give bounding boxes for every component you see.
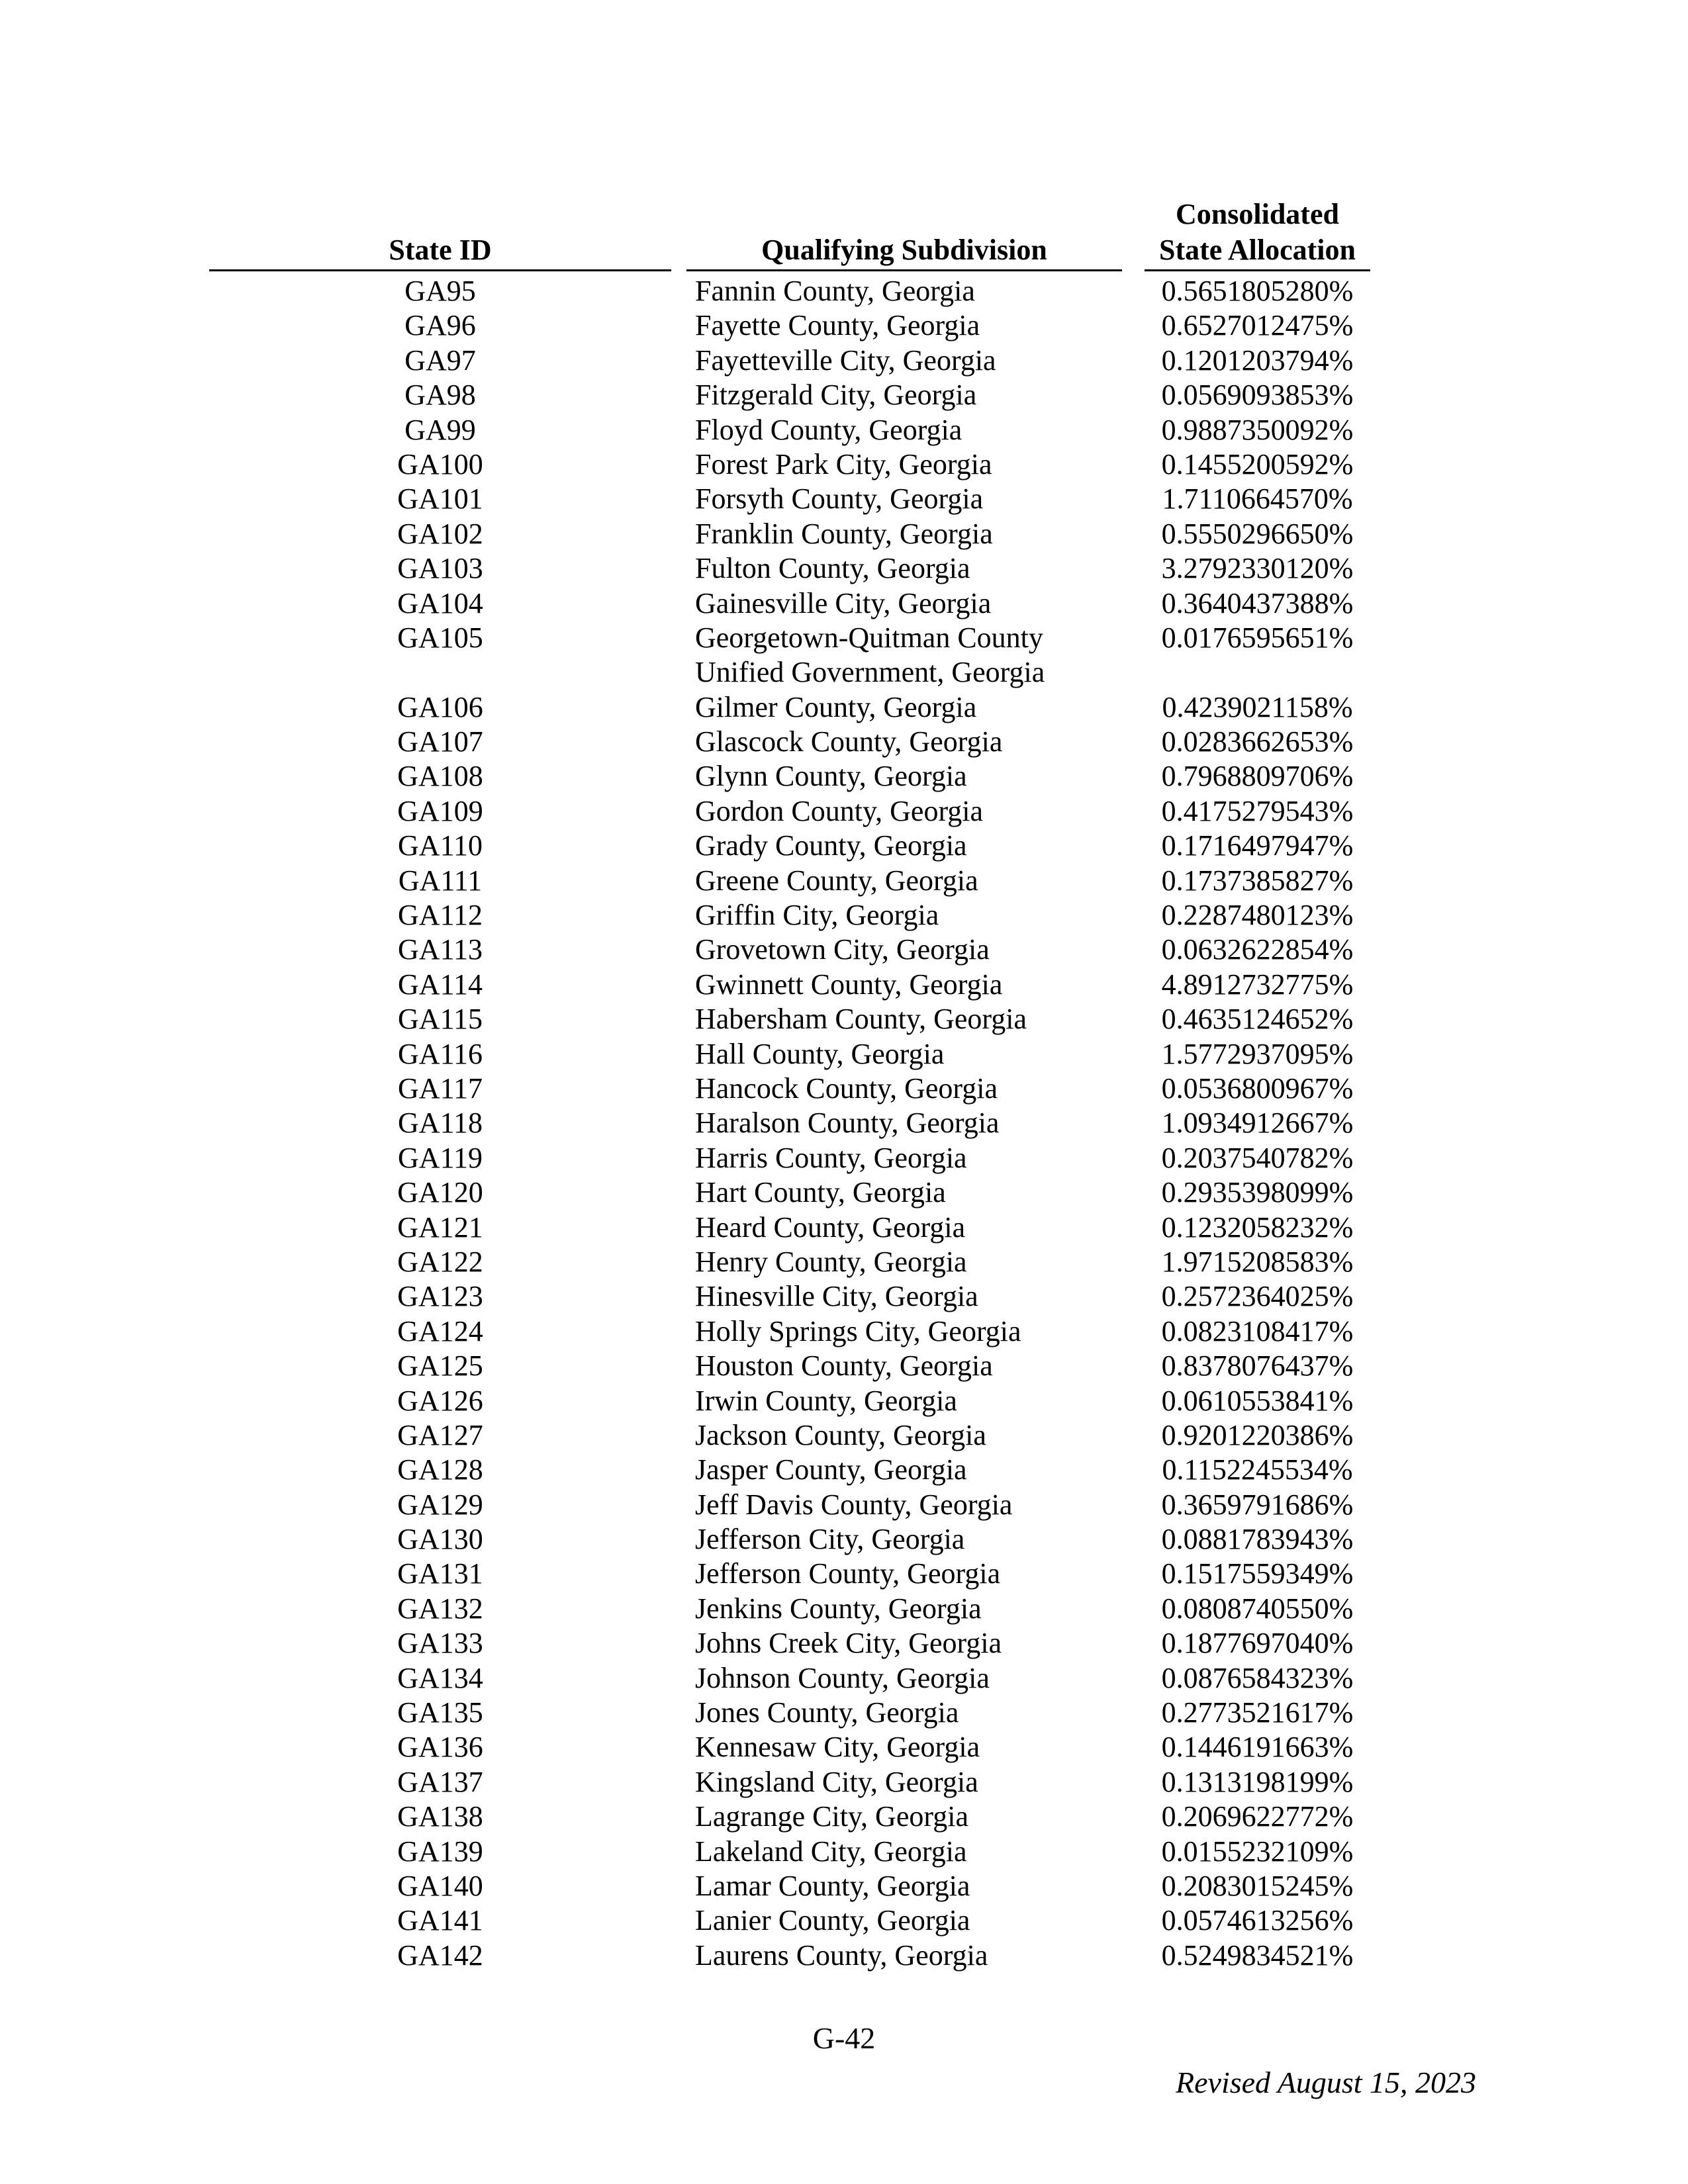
subdivision-cell: Gilmer County, Georgia xyxy=(695,690,977,723)
table-row xyxy=(0,1418,1688,1453)
state-id-cell: GA104 xyxy=(397,586,483,619)
allocation-cell: 0.0808740550% xyxy=(1161,1592,1354,1625)
allocation-cell: 0.0569093853% xyxy=(1161,379,1354,412)
allocation-cell: 0.5651805280% xyxy=(1161,275,1354,307)
table-body xyxy=(0,274,1688,1973)
state-id-cell: GA105 xyxy=(397,621,483,654)
subdivision-cell: Greene County, Georgia xyxy=(695,864,978,897)
table-row xyxy=(0,1488,1688,1522)
allocation-cell: 0.0610553841% xyxy=(1161,1384,1354,1417)
state-id-cell: GA129 xyxy=(397,1488,483,1521)
subdivision-cell: Hancock County, Georgia xyxy=(695,1072,998,1105)
table-row xyxy=(0,447,1688,482)
table-row xyxy=(0,378,1688,412)
allocation-cell: 0.3659791686% xyxy=(1161,1488,1354,1521)
header-allocation-line2: State Allocation xyxy=(1159,234,1356,266)
header-consolidated-state-allocation xyxy=(1145,197,1370,271)
allocation-cell: 0.1232058232% xyxy=(1161,1210,1354,1244)
subdivision-cell: Johns Creek City, Georgia xyxy=(695,1627,1002,1660)
table-row xyxy=(0,1661,1688,1696)
state-id-cell: GA121 xyxy=(397,1210,483,1244)
table-row xyxy=(0,1938,1688,1973)
subdivision-cell: Lanier County, Georgia xyxy=(695,1904,970,1937)
state-id-cell: GA115 xyxy=(398,1003,483,1036)
header-subdivision-label: Qualifying Subdivision xyxy=(761,234,1047,266)
table-row xyxy=(0,1765,1688,1799)
table-row xyxy=(0,1730,1688,1764)
subdivision-cell: Glascock County, Georgia xyxy=(695,725,1003,758)
subdivision-cell: Jasper County, Georgia xyxy=(695,1453,967,1486)
state-id-cell: GA99 xyxy=(404,413,476,446)
allocation-cell: 0.9201220386% xyxy=(1161,1418,1354,1451)
state-id-cell: GA126 xyxy=(397,1384,483,1417)
state-id-cell: GA131 xyxy=(397,1557,483,1590)
header-allocation-line1: Consolidated xyxy=(1176,198,1339,230)
allocation-cell: 0.1446191663% xyxy=(1161,1731,1354,1764)
allocation-cell: 0.2287480123% xyxy=(1161,899,1354,932)
state-id-cell: GA140 xyxy=(397,1869,483,1902)
table-row xyxy=(0,551,1688,586)
table-row xyxy=(0,968,1688,1002)
table-row xyxy=(0,1696,1688,1730)
state-id-cell: GA118 xyxy=(398,1107,483,1140)
state-id-cell: GA139 xyxy=(397,1835,483,1868)
page-number: G-42 xyxy=(812,2021,876,2055)
state-id-cell: GA97 xyxy=(404,343,476,377)
table-row xyxy=(0,1037,1688,1071)
state-id-cell: GA111 xyxy=(398,864,483,897)
header-state-id-label: State ID xyxy=(389,234,492,266)
allocation-cell: 0.3640437388% xyxy=(1161,586,1354,619)
state-id-cell: GA108 xyxy=(397,760,483,793)
allocation-cell: 1.9715208583% xyxy=(1161,1245,1354,1278)
table-row xyxy=(0,1141,1688,1175)
table-row xyxy=(0,308,1688,343)
table-row xyxy=(0,933,1688,967)
subdivision-cell: Grady County, Georgia xyxy=(695,829,967,862)
allocation-cell: 0.0574613256% xyxy=(1161,1904,1354,1937)
subdivision-cell: Floyd County, Georgia xyxy=(695,413,962,446)
allocation-cell: 0.2773521617% xyxy=(1161,1696,1354,1729)
table-row xyxy=(0,1799,1688,1834)
subdivision-cell: Gwinnett County, Georgia xyxy=(695,968,1003,1001)
allocation-cell: 0.6527012475% xyxy=(1161,309,1354,342)
allocation-cell: 0.0283662653% xyxy=(1161,725,1354,758)
allocation-cell: 0.1737385827% xyxy=(1161,864,1354,897)
table-row xyxy=(0,274,1688,308)
subdivision-cell: Lagrange City, Georgia xyxy=(695,1800,968,1833)
table-row xyxy=(0,1557,1688,1591)
allocation-cell: 0.0876584323% xyxy=(1161,1661,1354,1694)
table-row xyxy=(0,829,1688,863)
table-row xyxy=(0,898,1688,933)
subdivision-cell: Fayette County, Georgia xyxy=(695,309,980,342)
state-id-cell: GA113 xyxy=(398,933,483,966)
allocation-cell: 1.7110664570% xyxy=(1162,482,1353,516)
state-id-cell: GA130 xyxy=(397,1523,483,1556)
state-id-cell: GA95 xyxy=(404,275,476,307)
subdivision-cell: Lamar County, Georgia xyxy=(695,1869,970,1902)
subdivision-cell: Jefferson County, Georgia xyxy=(695,1557,1001,1590)
table-row xyxy=(0,759,1688,794)
table-header xyxy=(0,196,1688,271)
table-row xyxy=(0,1903,1688,1938)
subdivision-cell: Gordon County, Georgia xyxy=(695,794,984,827)
allocation-cell: 0.1201203794% xyxy=(1161,343,1354,377)
allocation-cell: 0.4175279543% xyxy=(1161,794,1354,827)
subdivision-cell: Lakeland City, Georgia xyxy=(695,1835,967,1868)
state-id-cell: GA128 xyxy=(397,1453,483,1486)
table-row xyxy=(0,1002,1688,1036)
state-id-cell: GA125 xyxy=(397,1349,483,1383)
table-row xyxy=(0,413,1688,447)
revision-date: Revised August 15, 2023 xyxy=(1176,2066,1476,2099)
header-state-id xyxy=(209,232,671,271)
subdivision-cell: Grovetown City, Georgia xyxy=(695,933,990,966)
subdivision-cell: Forest Park City, Georgia xyxy=(695,447,992,480)
subdivision-cell: Hall County, Georgia xyxy=(695,1037,945,1070)
table-row xyxy=(0,1349,1688,1383)
state-id-cell: GA124 xyxy=(397,1314,483,1347)
allocation-cell: 0.2572364025% xyxy=(1161,1280,1354,1313)
table-row xyxy=(0,690,1688,725)
allocation-cell: 0.1716497947% xyxy=(1161,829,1354,862)
subdivision-cell: Gainesville City, Georgia xyxy=(695,586,992,619)
subdivision-cell: Jenkins County, Georgia xyxy=(695,1592,982,1625)
table-row xyxy=(0,1592,1688,1626)
state-id-cell: GA142 xyxy=(397,1938,483,1972)
table-row xyxy=(0,1522,1688,1557)
allocation-cell: 0.0823108417% xyxy=(1161,1314,1354,1347)
table-row xyxy=(0,1835,1688,1869)
subdivision-cell: Jeff Davis County, Georgia xyxy=(695,1488,1013,1521)
state-id-cell: GA117 xyxy=(398,1072,483,1105)
state-id-cell: GA119 xyxy=(398,1141,483,1174)
subdivision-cell: Fulton County, Georgia xyxy=(695,552,970,585)
table-row xyxy=(0,1626,1688,1661)
subdivision-cell: Harris County, Georgia xyxy=(695,1141,967,1174)
table-row xyxy=(0,1453,1688,1487)
state-id-cell: GA116 xyxy=(398,1037,483,1070)
allocation-cell: 0.1877697040% xyxy=(1161,1627,1354,1660)
table-row xyxy=(0,725,1688,759)
subdivision-cell: Haralson County, Georgia xyxy=(695,1107,1000,1140)
table-row xyxy=(0,1384,1688,1418)
state-id-cell: GA112 xyxy=(398,899,483,932)
subdivision-cell: Johnson County, Georgia xyxy=(695,1661,990,1694)
allocation-cell: 0.5550296650% xyxy=(1161,517,1354,550)
state-id-cell: GA107 xyxy=(397,725,483,758)
state-id-cell: GA120 xyxy=(397,1176,483,1209)
state-id-cell: GA110 xyxy=(398,829,483,862)
state-id-cell: GA103 xyxy=(397,552,483,585)
subdivision-cell: Houston County, Georgia xyxy=(695,1349,993,1383)
table-row xyxy=(0,1279,1688,1314)
table-row xyxy=(0,1210,1688,1245)
allocation-cell: 0.8378076437% xyxy=(1161,1349,1354,1383)
state-id-cell: GA135 xyxy=(397,1696,483,1729)
allocation-cell: 0.0881783943% xyxy=(1161,1523,1354,1556)
table-row xyxy=(0,1869,1688,1903)
table-row xyxy=(0,864,1688,898)
table-row xyxy=(0,343,1688,378)
subdivision-cell: Hinesville City, Georgia xyxy=(695,1280,978,1313)
allocation-cell: 0.2037540782% xyxy=(1161,1141,1354,1174)
state-id-cell: GA114 xyxy=(398,968,483,1001)
state-id-cell: GA141 xyxy=(397,1904,483,1937)
table-row xyxy=(0,482,1688,516)
allocation-cell: 0.2935398099% xyxy=(1161,1176,1354,1209)
subdivision-cell: Glynn County, Georgia xyxy=(695,760,967,793)
subdivision-cell: Kingsland City, Georgia xyxy=(695,1765,978,1798)
allocation-cell: 0.1517559349% xyxy=(1161,1557,1354,1590)
table-row xyxy=(0,1175,1688,1210)
table-row xyxy=(0,1106,1688,1140)
subdivision-cell: Irwin County, Georgia xyxy=(695,1384,957,1417)
allocation-cell: 0.0536800967% xyxy=(1161,1072,1354,1105)
subdivision-cell: Heard County, Georgia xyxy=(695,1210,966,1244)
subdivision-cell: Griffin City, Georgia xyxy=(695,899,939,932)
subdivision-cell: Fitzgerald City, Georgia xyxy=(695,379,977,412)
subdivision-cell: Fayetteville City, Georgia xyxy=(695,343,996,377)
allocation-cell: 0.2069622772% xyxy=(1161,1800,1354,1833)
allocation-cell: 0.1152245534% xyxy=(1162,1453,1353,1486)
subdivision-cell: Georgetown-Quitman County Unified Government, Georgia xyxy=(695,621,1045,689)
state-id-cell: GA136 xyxy=(397,1731,483,1764)
subdivision-cell: Hart County, Georgia xyxy=(695,1176,946,1209)
allocation-cell: 0.9887350092% xyxy=(1161,413,1354,446)
state-id-cell: GA96 xyxy=(404,309,476,342)
subdivision-cell: Forsyth County, Georgia xyxy=(695,482,984,516)
subdivision-cell: Franklin County, Georgia xyxy=(695,517,993,550)
state-id-cell: GA123 xyxy=(397,1280,483,1313)
state-id-cell: GA134 xyxy=(397,1661,483,1694)
allocation-cell: 0.2083015245% xyxy=(1161,1869,1354,1902)
state-id-cell: GA137 xyxy=(397,1765,483,1798)
subdivision-cell: Henry County, Georgia xyxy=(695,1245,967,1278)
subdivision-cell: Jefferson City, Georgia xyxy=(695,1523,965,1556)
table-row xyxy=(0,1071,1688,1106)
state-id-cell: GA109 xyxy=(397,794,483,827)
subdivision-cell: Fannin County, Georgia xyxy=(695,275,975,307)
state-id-cell: GA100 xyxy=(397,447,483,480)
subdivision-cell: Holly Springs City, Georgia xyxy=(695,1314,1021,1347)
allocation-cell: 0.5249834521% xyxy=(1161,1938,1354,1972)
table-row xyxy=(0,621,1688,690)
allocation-cell: 1.5772937095% xyxy=(1161,1037,1354,1070)
state-id-cell: GA106 xyxy=(397,690,483,723)
state-id-cell: GA98 xyxy=(404,379,476,412)
allocation-cell: 0.7968809706% xyxy=(1161,760,1354,793)
allocation-cell: 4.8912732775% xyxy=(1161,968,1354,1001)
table-row xyxy=(0,517,1688,551)
state-id-cell: GA101 xyxy=(397,482,483,516)
table-row xyxy=(0,794,1688,829)
allocation-cell: 0.1313198199% xyxy=(1161,1765,1354,1798)
allocation-cell: 3.2792330120% xyxy=(1161,552,1354,585)
allocation-cell: 0.0176595651% xyxy=(1161,621,1354,654)
subdivision-cell: Habersham County, Georgia xyxy=(695,1003,1027,1036)
state-id-cell: GA127 xyxy=(397,1418,483,1451)
allocation-cell: 0.4239021158% xyxy=(1162,690,1353,723)
allocation-cell: 0.1455200592% xyxy=(1161,447,1354,480)
header-qualifying-subdivision xyxy=(686,232,1122,271)
state-id-cell: GA132 xyxy=(397,1592,483,1625)
allocation-cell: 0.0155232109% xyxy=(1161,1835,1354,1868)
subdivision-cell: Jackson County, Georgia xyxy=(695,1418,986,1451)
table-row xyxy=(0,1245,1688,1279)
allocation-cell: 1.0934912667% xyxy=(1161,1107,1354,1140)
state-id-cell: GA102 xyxy=(397,517,483,550)
table-row xyxy=(0,1314,1688,1349)
table-row xyxy=(0,586,1688,621)
state-id-cell: GA133 xyxy=(397,1627,483,1660)
allocation-cell: 0.4635124652% xyxy=(1161,1003,1354,1036)
state-id-cell: GA138 xyxy=(397,1800,483,1833)
state-id-cell: GA122 xyxy=(397,1245,483,1278)
subdivision-cell: Kennesaw City, Georgia xyxy=(695,1731,980,1764)
subdivision-cell: Jones County, Georgia xyxy=(695,1696,959,1729)
allocation-cell: 0.0632622854% xyxy=(1161,933,1354,966)
subdivision-cell: Laurens County, Georgia xyxy=(695,1938,988,1972)
